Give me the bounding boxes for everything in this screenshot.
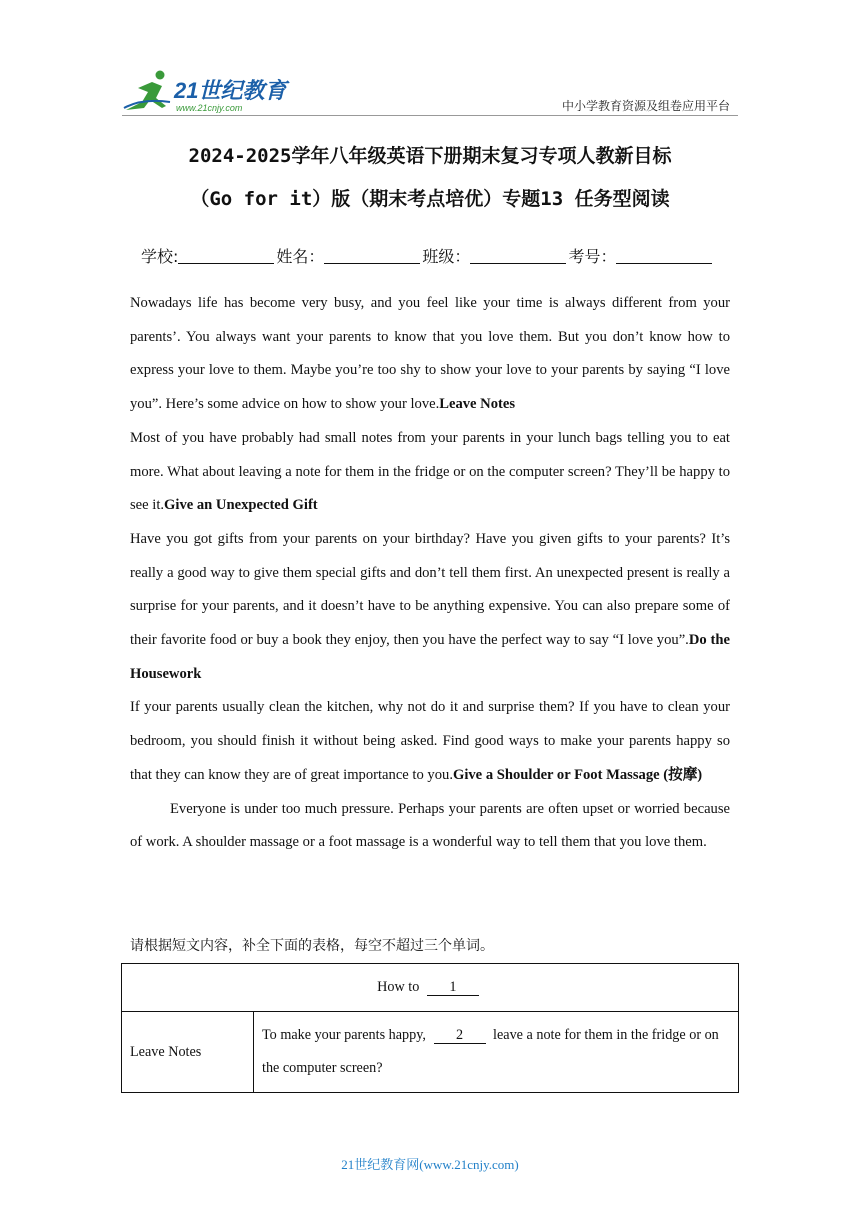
class-label: 班级：: [422, 247, 471, 266]
name-label: 姓名：: [276, 247, 325, 266]
student-info-fields: [141, 244, 714, 267]
logo-text: 21世纪教育: [174, 78, 287, 103]
page-title-line2: （Go for it）版（期末考点培优）专题13 任务型阅读: [190, 188, 670, 210]
logo-url: www.21cnjy.com: [176, 103, 243, 113]
answer-blank-2[interactable]: 2: [434, 1028, 486, 1044]
passage-paragraph: Nowadays life has become very busy, and you feel like your time is always different from your parents’. You always want your parents to know that you love them. But you don’t know how to express your love to them. Maybe you’re too shy to show your love to your parents by saying “I love you”. Here’s some advice on how to show your love.Leave Notes: [130, 295, 730, 413]
page-title-line1: 2024-2025学年八年级英语下册期末复习专项人教新目标: [188, 145, 672, 167]
section-heading: Do the Housework: [130, 632, 730, 682]
table-cell: To make your parents happy, 2 leave a note for them in the fridge or on the computer screen?: [254, 1012, 739, 1093]
table-row: [122, 1012, 739, 1093]
table-header-cell: How to 1: [122, 964, 739, 1012]
task-instruction: 请根据短文内容，补全下面的表格，每空不超过三个单词。: [130, 938, 494, 954]
number-label: 考号：: [568, 247, 617, 266]
site-logo: [122, 68, 292, 114]
section-heading: Leave Notes: [439, 396, 516, 413]
answer-blank-1[interactable]: 1: [427, 980, 479, 996]
school-field[interactable]: [178, 249, 274, 264]
passage-paragraph: Most of you have probably had small notes from your parents in your lunch bags telling you to eat more. What about leaving a note for them in the fridge or on the computer screen? They’ll be happy to see it.Give an Unexpected Gift: [130, 429, 730, 514]
passage-paragraph: Everyone is under too much pressure. Perhaps your parents are often upset or worried because of work. A shoulder massage or a foot massage is a wonderful way to tell them that you love them.: [130, 800, 730, 851]
footer-link[interactable]: 21世纪教育网(www.21cnjy.com): [341, 1157, 519, 1172]
school-label: 学校:: [141, 247, 179, 266]
runner-icon: [124, 71, 170, 111]
platform-name: 中小学教育资源及组卷应用平台: [561, 99, 730, 113]
section-heading: Give a Shoulder or Foot Massage (按摩): [452, 766, 703, 783]
section-heading: Give an Unexpected Gift: [164, 497, 318, 514]
number-field[interactable]: [616, 249, 712, 264]
passage-paragraph: If your parents usually clean the kitchen, why not do it and surprise them? If you have to clean your bedroom, you should finish it without being asked. Find good ways to make your parents happy so that they can know they are of great importance to you.Give a Shoulder or Foot Massage (按摩): [130, 699, 730, 783]
name-field[interactable]: [324, 249, 420, 264]
table-row: [122, 964, 739, 1012]
answer-table: [121, 963, 739, 1093]
table-row-label: Leave Notes: [122, 1012, 254, 1093]
header-divider: [122, 115, 738, 116]
reading-passage: [130, 287, 730, 860]
passage-paragraph: Have you got gifts from your parents on your birthday? Have you given gifts to your parents? It’s really a good way to give them special gifts and don’t tell them first. An unexpected present is really a surprise for your parents, and it doesn’t have to be anything expensive. You can also prepare some of their favorite food or buy a book they enjoy, then you have the perfect way to say “I love you”.Do the Housework: [130, 530, 730, 682]
class-field[interactable]: [470, 249, 566, 264]
